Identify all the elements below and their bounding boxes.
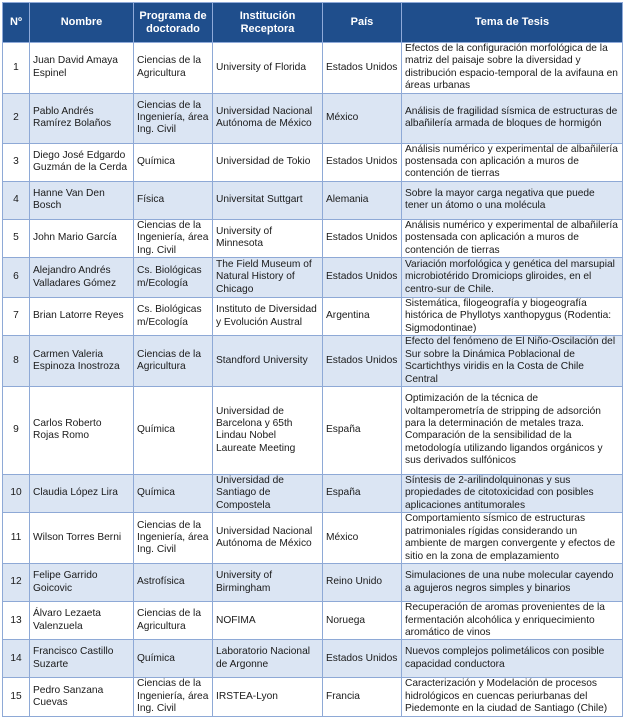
table-row	[3, 564, 623, 602]
thesis-table	[2, 2, 623, 717]
header-thesis: Tema de Tesis	[402, 3, 623, 43]
row-program: Astrofísica	[134, 564, 213, 602]
row-country: España	[323, 474, 402, 512]
row-number: 2	[3, 93, 30, 143]
row-institution: IRSTEA-Lyon	[213, 678, 323, 716]
row-number: 3	[3, 143, 30, 181]
row-institution: Universidad de Tokio	[213, 143, 323, 181]
table-row	[3, 640, 623, 678]
table-row	[3, 336, 623, 387]
row-institution: Universidad de Barcelona y 65th Lindau Nobel Laureate Meeting	[213, 386, 323, 474]
row-country: Estados Unidos	[323, 640, 402, 678]
row-institution: Instituto de Diversidad y Evolución Austral	[213, 298, 323, 336]
row-program: Ciencias de la Agricultura	[134, 43, 213, 94]
table-row	[3, 43, 623, 94]
header-name: Nombre	[30, 3, 134, 43]
row-program: Química	[134, 143, 213, 181]
row-name: Hanne Van Den Bosch	[30, 181, 134, 219]
row-program: Química	[134, 386, 213, 474]
row-name: Francisco Castillo Suzarte	[30, 640, 134, 678]
row-institution: Universidad de Santiago de Compostela	[213, 474, 323, 512]
row-thesis-topic: Síntesis de 2-arilindolquinonas y sus propiedades de citotoxicidad con posibles aplicaciones antitumorales	[402, 474, 623, 512]
header-country: País	[323, 3, 402, 43]
row-number: 5	[3, 219, 30, 257]
row-thesis-topic: Análisis numérico y experimental de albañilería postensada con aplicación a muros de contención de tierras	[402, 219, 623, 257]
row-country: Estados Unidos	[323, 258, 402, 298]
row-country: Francia	[323, 678, 402, 716]
row-number: 13	[3, 602, 30, 640]
header-program: Programa de doctorado	[134, 3, 213, 43]
row-country: Estados Unidos	[323, 43, 402, 94]
row-thesis-topic: Simulaciones de una nube molecular cayendo a agujeros negros simples y binarios	[402, 564, 623, 602]
row-thesis-topic: Caracterización y Modelación de procesos hidrológicos en cuencas periurbanas del Piedemonte en la ciudad de Santiago (Chile)	[402, 678, 623, 716]
row-name: Claudia López Lira	[30, 474, 134, 512]
row-country: Estados Unidos	[323, 336, 402, 387]
row-institution: Standford University	[213, 336, 323, 387]
row-program: Ciencias de la Agricultura	[134, 602, 213, 640]
table-row	[3, 678, 623, 716]
row-institution: University of Birmingham	[213, 564, 323, 602]
row-institution: Universidad Nacional Autónoma de México	[213, 513, 323, 564]
row-name: Brian Latorre Reyes	[30, 298, 134, 336]
row-thesis-topic: Recuperación de aromas provenientes de la fermentación alcohólica y enriquecimiento aromático de vinos	[402, 602, 623, 640]
row-institution: University of Florida	[213, 43, 323, 94]
row-institution: NOFIMA	[213, 602, 323, 640]
row-thesis-topic: Nuevos complejos polimetálicos con posible capacidad conductora	[402, 640, 623, 678]
row-country: España	[323, 386, 402, 474]
row-program: Ciencias de la Agricultura	[134, 336, 213, 387]
table-row	[3, 386, 623, 474]
row-institution: Universitat Suttgart	[213, 181, 323, 219]
row-thesis-topic: Comportamiento sísmico de estructuras patrimoniales rígidas considerando un ambiente de margen convergente y efectos de sitio en la zona de emplazamiento	[402, 513, 623, 564]
row-number: 14	[3, 640, 30, 678]
row-name: Wilson Torres Berni	[30, 513, 134, 564]
row-name: Carmen Valeria Espinoza Inostroza	[30, 336, 134, 387]
row-country: México	[323, 93, 402, 143]
row-number: 10	[3, 474, 30, 512]
row-institution: Universidad Nacional Autónoma de México	[213, 93, 323, 143]
row-program: Ciencias de la Ingeniería, área Ing. Civil	[134, 93, 213, 143]
table-row	[3, 143, 623, 181]
table-row	[3, 219, 623, 257]
table-row	[3, 93, 623, 143]
row-program: Cs. Biológicas m/Ecología	[134, 258, 213, 298]
row-name: Álvaro Lezaeta Valenzuela	[30, 602, 134, 640]
row-name: Pablo Andrés Ramírez Bolaños	[30, 93, 134, 143]
row-program: Ciencias de la Ingeniería, área Ing. Civil	[134, 513, 213, 564]
table-row	[3, 602, 623, 640]
row-name: Felipe Garrido Goicovic	[30, 564, 134, 602]
row-program: Ciencias de la Ingeniería, área Ing. Civil	[134, 678, 213, 716]
table-row	[3, 298, 623, 336]
row-country: Reino Unido	[323, 564, 402, 602]
row-thesis-topic: Análisis de fragilidad sísmica de estructuras de albañilería armada de bloques de hormigón	[402, 93, 623, 143]
row-country: Argentina	[323, 298, 402, 336]
row-thesis-topic: Efectos de la configuración morfológica de la matriz del paisaje sobre la diversidad y distribución espacio-temporal de la avifauna en áreas urbanas	[402, 43, 623, 94]
row-thesis-topic: Análisis numérico y experimental de albañilería postensada con aplicación a muros de contención de tierras	[402, 143, 623, 181]
row-program: Química	[134, 640, 213, 678]
row-program: Química	[134, 474, 213, 512]
header-number: Nº	[3, 3, 30, 43]
row-number: 4	[3, 181, 30, 219]
table-row	[3, 258, 623, 298]
row-institution: University of Minnesota	[213, 219, 323, 257]
header-institution: Institución Receptora	[213, 3, 323, 43]
row-thesis-topic: Optimización de la técnica de voltamperometría de stripping de adsorción para la determinación de metales traza. Comparación de la sensibilidad de la metodología utilizando ligandos orgánicos y sus derivados sulfónicos	[402, 386, 623, 474]
header-row	[3, 3, 623, 43]
row-name: Pedro Sanzana Cuevas	[30, 678, 134, 716]
row-name: Alejandro Andrés Valladares Gómez	[30, 258, 134, 298]
row-institution: Laboratorio Nacional de Argonne	[213, 640, 323, 678]
table-row	[3, 474, 623, 512]
row-number: 9	[3, 386, 30, 474]
row-thesis-topic: Variación morfológica y genética del marsupial microbiotérido Dromiciops gliroides, en el centro-sur de Chile.	[402, 258, 623, 298]
row-country: México	[323, 513, 402, 564]
row-number: 7	[3, 298, 30, 336]
row-number: 6	[3, 258, 30, 298]
row-institution: The Field Museum of Natural History of Chicago	[213, 258, 323, 298]
row-thesis-topic: Efecto del fenómeno de El Niño-Oscilación del Sur sobre la Dinámica Poblacional de Scartichthys viridis en la Costa de Chile Central	[402, 336, 623, 387]
table-row	[3, 513, 623, 564]
row-program: Cs. Biológicas m/Ecología	[134, 298, 213, 336]
row-country: Estados Unidos	[323, 143, 402, 181]
row-country: Estados Unidos	[323, 219, 402, 257]
row-number: 12	[3, 564, 30, 602]
row-number: 15	[3, 678, 30, 716]
row-number: 11	[3, 513, 30, 564]
table-row	[3, 181, 623, 219]
row-name: Juan David Amaya Espinel	[30, 43, 134, 94]
row-name: Carlos Roberto Rojas Romo	[30, 386, 134, 474]
row-country: Noruega	[323, 602, 402, 640]
row-name: John Mario García	[30, 219, 134, 257]
row-name: Diego José Edgardo Guzmán de la Cerda	[30, 143, 134, 181]
row-country: Alemania	[323, 181, 402, 219]
row-thesis-topic: Sistemática, filogeografía y biogeografía histórica de Phyllotys xanthopygus (Rodentia: Sigmodontinae)	[402, 298, 623, 336]
row-number: 1	[3, 43, 30, 94]
row-program: Ciencias de la Ingeniería, área Ing. Civil	[134, 219, 213, 257]
row-program: Física	[134, 181, 213, 219]
row-number: 8	[3, 336, 30, 387]
row-thesis-topic: Sobre la mayor carga negativa que puede tener un átomo o una molécula	[402, 181, 623, 219]
